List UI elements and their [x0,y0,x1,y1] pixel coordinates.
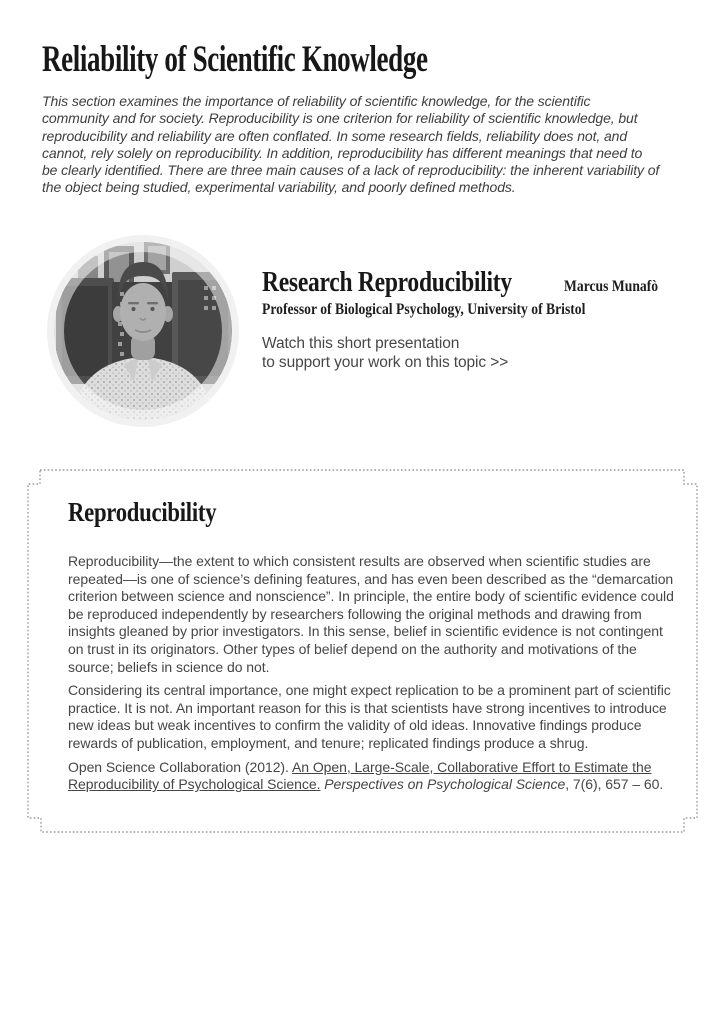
portrait-photo-icon [54,242,232,420]
card-title: Reproducibility [68,497,217,527]
watch-presentation-link[interactable] [262,335,724,372]
card-paragraph-1: Reproducibility—the extent to which consistent results are observed when scientific studies are repeated—is one of science’s defining features, and has even been described as the “demarcation criterion between science and nonscience”. In principle, the entire body of scientific evidence could be reproduced independently by researchers following the original methods and drawing from insights gleaned by prior investigators. In this sense, belief in scientific evidence is not contingent on trust in its originators. Other types of belief depend on the authority and motivations of the source; beliefs in science do not. [68,553,674,675]
presenter-info [262,266,724,372]
citation [68,759,681,794]
presenter-role: Professor of Biological Psychology, University of Bristol [262,301,586,318]
citation-article-link[interactable]: An Open, Large-Scale, Collaborative Effort to Estimate the Reproducibility of Psychological Science. [68,758,652,793]
reproducibility-card [68,494,681,794]
card-paragraph-2: Considering its central importance, one might expect replication to be a prominent part of scientific practice. It is not. An important reason for this is that scientists have strong incentives to introduce new ideas but weak incentives to confirm the validity of old ideas. Innovative findings produce rewards of publication, employment, and tenure; replicated findings produce a shrug. [68,682,671,751]
card-body [68,553,681,794]
citation-suffix: , 7(6), 657 – 60. [565,776,664,793]
presenter-photo [54,242,232,420]
page-title: Reliability of Scientific Knowledge [42,39,428,80]
watch-presentation-line1: Watch this short presentation [262,335,460,352]
presenter-section-title: Research Reproducibility [262,267,512,298]
intro-paragraph: This section examines the importance of reliability of scientific knowledge, for the scientific community and for society. Reproducibility is one criterion for reliability of scientific knowledge, but reproducibility and reliability are often conflated. In some research fields, reliability does not, and cannot, rely solely on reproducibility. In addition, reproducibility has different meanings that need to be clearly identified. There are three main causes of a lack of reproducibility: the inherent variability of the object being studied, experimental variability, and poorly defined methods. [42,93,660,196]
citation-journal: Perspectives on Psychological Science [320,776,566,793]
watch-presentation-line2: to support your work on this topic >> [262,353,509,371]
citation-prefix: Open Science Collaboration (2012). [68,758,292,775]
presenter-name: Marcus Munafò [563,278,658,295]
